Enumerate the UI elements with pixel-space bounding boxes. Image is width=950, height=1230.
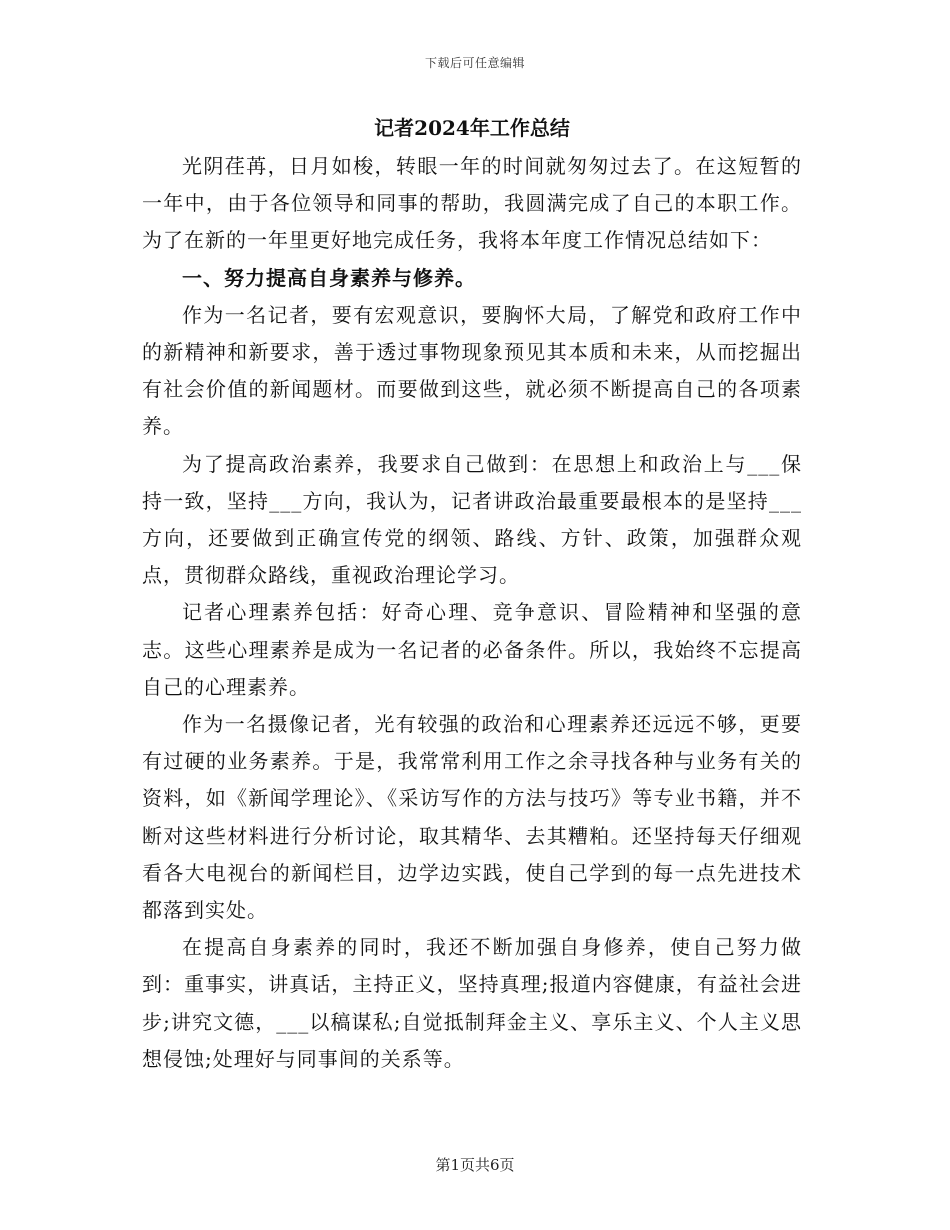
page-indicator: 第1页共6页 bbox=[435, 1156, 515, 1174]
paragraph-professional: 作为一名摄像记者，光有较强的政治和心理素养还远远不够，更要有过硬的业务素养。于是，我常常利用工作之余寻找各种与业务有关的资料，如《新闻学理论》、《采访写作的方法与技巧》等专业书籍，并不断对这些材料进行分析讨论，取其精华、去其糟粕。还坚持每天仔细观看各大电视台的新闻栏目，边学边实践，使自己学到的每一点先进技术都落到实处。 bbox=[142, 712, 802, 923]
paragraph-awareness: 作为一名记者，要有宏观意识，要胸怀大局，了解党和政府工作中的新精神和新要求，善于透过事物现象预见其本质和未来，从而挖掘出有社会价值的新闻题材。而要做到这些，就必须不断提高自己的各项素养。 bbox=[142, 302, 802, 439]
document-body bbox=[142, 112, 802, 1078]
paragraph-political: 为了提高政治素养，我要求自己做到：在思想上和政治上与___保持一致，坚持___方向，我认为，记者讲政治最重要最根本的是坚持___方向，还要做到正确宣传党的纲领、路线、方针、政策，加强群众观点，贯彻群众路线，重视政治理论学习。 bbox=[142, 451, 802, 588]
document-title: 记者2024年工作总结 bbox=[374, 116, 570, 140]
header-note: 下载后可任意编辑 bbox=[424, 56, 525, 70]
paragraph-intro: 光阴荏苒，日月如梭，转眼一年的时间就匆匆过去了。在这短暂的一年中，由于各位领导和同事的帮助，我圆满完成了自己的本职工作。为了在新的一年里更好地完成任务，我将本年度工作情况总结如下： bbox=[142, 154, 802, 253]
paragraph-self-cultivation: 在提高自身素养的同时，我还不断加强自身修养，使自己努力做到：重事实，讲真话，主持正义，坚持真理;报道内容健康，有益社会进步;讲究文德，___以稿谋私;自觉抵制拜金主义、享乐主义、个人主义思想侵蚀;处理好与同事间的关系等。 bbox=[142, 935, 802, 1071]
paragraph-psychological: 记者心理素养包括：好奇心理、竞争意识、冒险精神和坚强的意志。这些心理素养是成为一名记者的必备条件。所以，我始终不忘提高自己的心理素养。 bbox=[142, 600, 802, 699]
section-heading: 一、努力提高自身素养与修养。 bbox=[182, 265, 476, 290]
